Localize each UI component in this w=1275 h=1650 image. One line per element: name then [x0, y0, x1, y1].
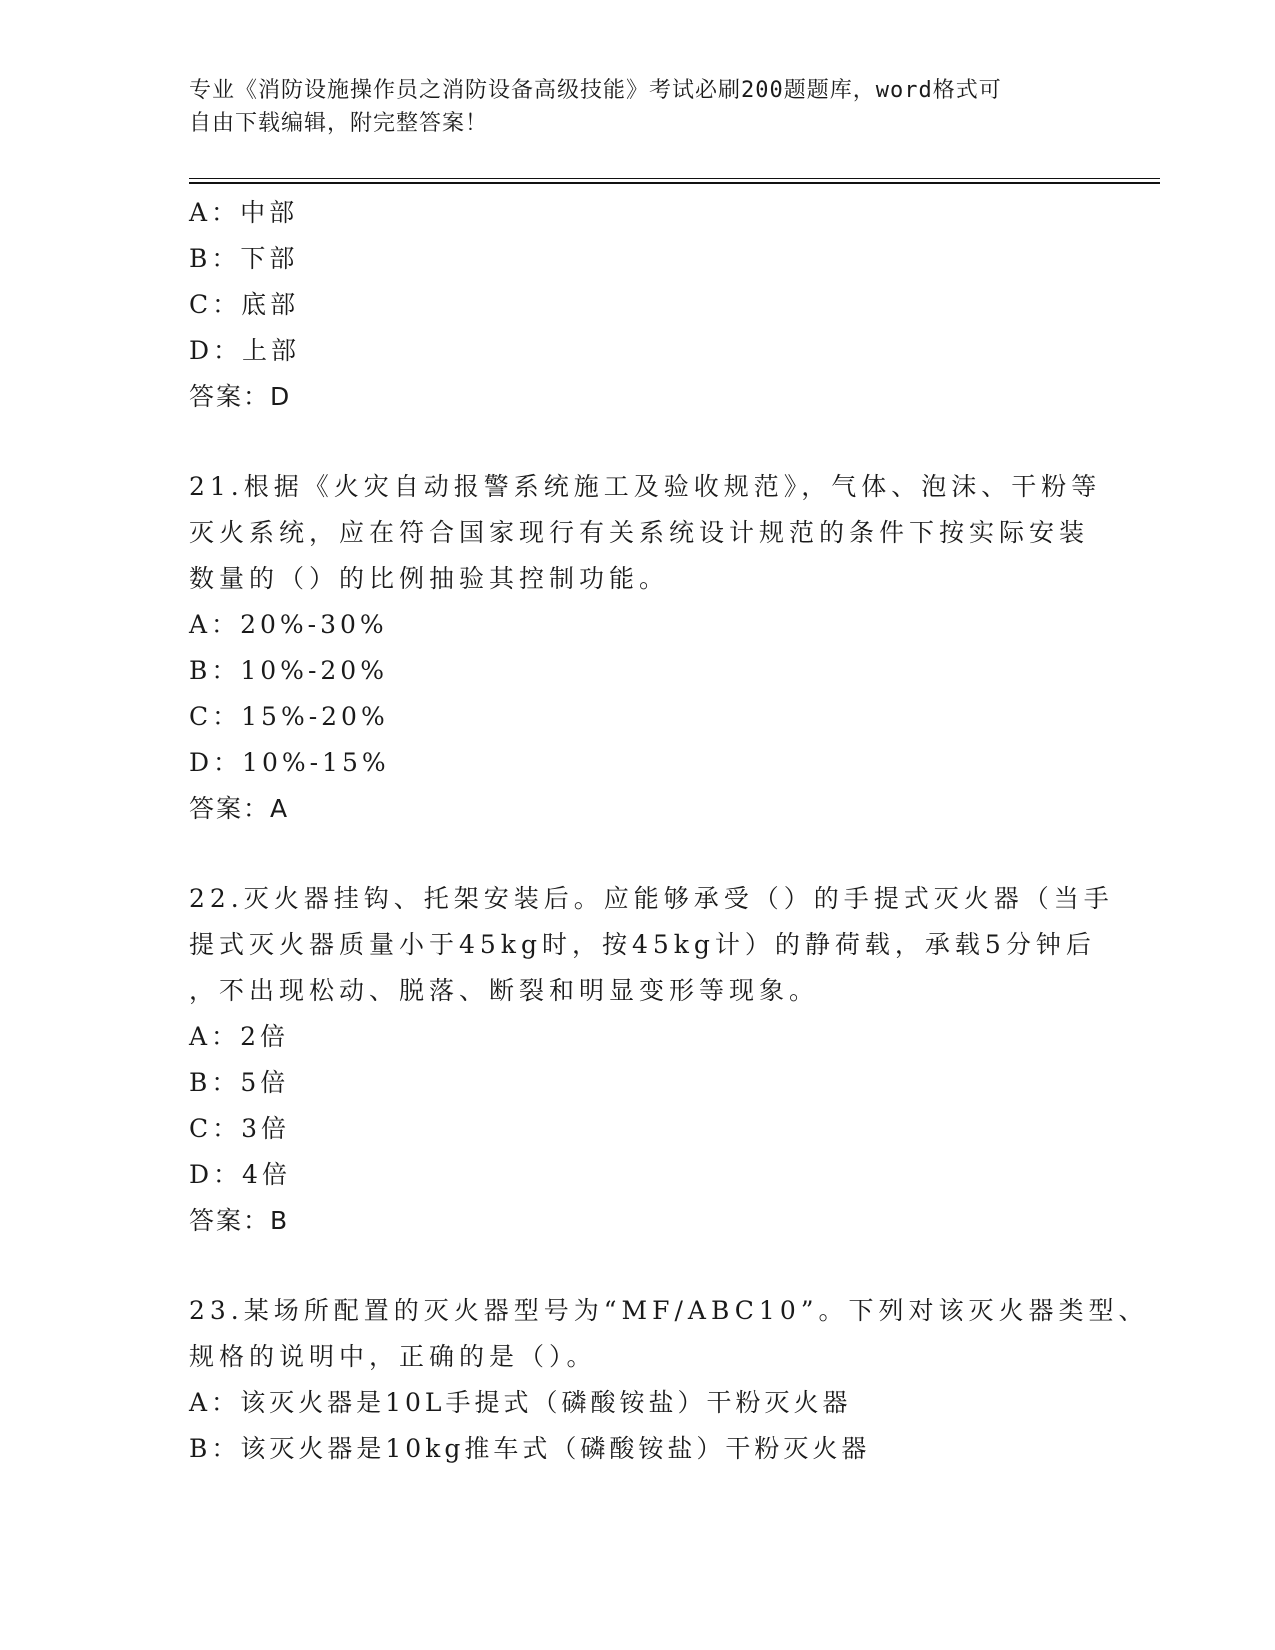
question-21	[189, 464, 1102, 832]
option-c: C：底部	[189, 290, 300, 319]
option-d: D：10%-15%	[189, 748, 390, 777]
option-b: B：5倍	[189, 1068, 290, 1097]
document-header	[189, 74, 1089, 140]
stem-line: 数量的（）的比例抽验其控制功能。	[189, 564, 670, 593]
option-d: D：上部	[189, 336, 301, 365]
spacer	[189, 832, 1089, 876]
stem-line: 23.某场所配置的灭火器型号为“MF/ABC10”。下列对该灭火器类型、	[189, 1296, 1149, 1325]
question-20-continued	[189, 190, 1089, 420]
question-stem	[189, 876, 1114, 1014]
option-d: D：4倍	[189, 1160, 291, 1189]
answer-line: 答案：D	[189, 382, 292, 411]
header-divider-thick	[189, 182, 1160, 184]
spacer	[189, 420, 1089, 464]
stem-line: 规格的说明中，正确的是（）。	[189, 1342, 597, 1371]
question-content	[189, 190, 1149, 1472]
option-c: C：15%-20%	[189, 702, 389, 731]
option-a: A：20%-30%	[189, 610, 388, 639]
option-a: A：该灭火器是10L手提式（磷酸铵盐）干粉灭火器	[189, 1388, 852, 1417]
stem-line: 21.根据《火灾自动报警系统施工及验收规范》，气体、泡沫、干粉等	[189, 472, 1102, 501]
option-a: A：2倍	[189, 1022, 289, 1051]
question-stem	[189, 1288, 1149, 1380]
stem-line: 灭火系统，应在符合国家现行有关系统设计规范的条件下按实际安装	[189, 518, 1090, 547]
answer-line: 答案：A	[189, 794, 290, 823]
option-b: B：10%-20%	[189, 656, 388, 685]
option-b: B：该灭火器是10kg推车式（磷酸铵盐）干粉灭火器	[189, 1434, 871, 1463]
answer-line: 答案：B	[189, 1206, 290, 1235]
option-a: A：中部	[189, 198, 299, 227]
question-22	[189, 876, 1114, 1244]
header-divider-thin	[189, 178, 1160, 179]
stem-line: 提式灭火器质量小于45kg时，按45kg计）的静荷载，承载5分钟后	[189, 930, 1096, 959]
header-line-2: 自由下载编辑，附完整答案！	[189, 111, 489, 136]
stem-line: ，不出现松动、脱落、断裂和明显变形等现象。	[189, 976, 820, 1005]
option-c: C：3倍	[189, 1114, 291, 1143]
header-line-1: 专业《消防设施操作员之消防设备高级技能》考试必刷200题题库，word格式可	[189, 78, 1002, 103]
spacer	[189, 1244, 1089, 1288]
question-23	[189, 1288, 1149, 1472]
stem-line: 22.灭火器挂钩、托架安装后。应能够承受（）的手提式灭火器（当手	[189, 884, 1114, 913]
option-b: B：下部	[189, 244, 299, 273]
question-stem	[189, 464, 1102, 602]
